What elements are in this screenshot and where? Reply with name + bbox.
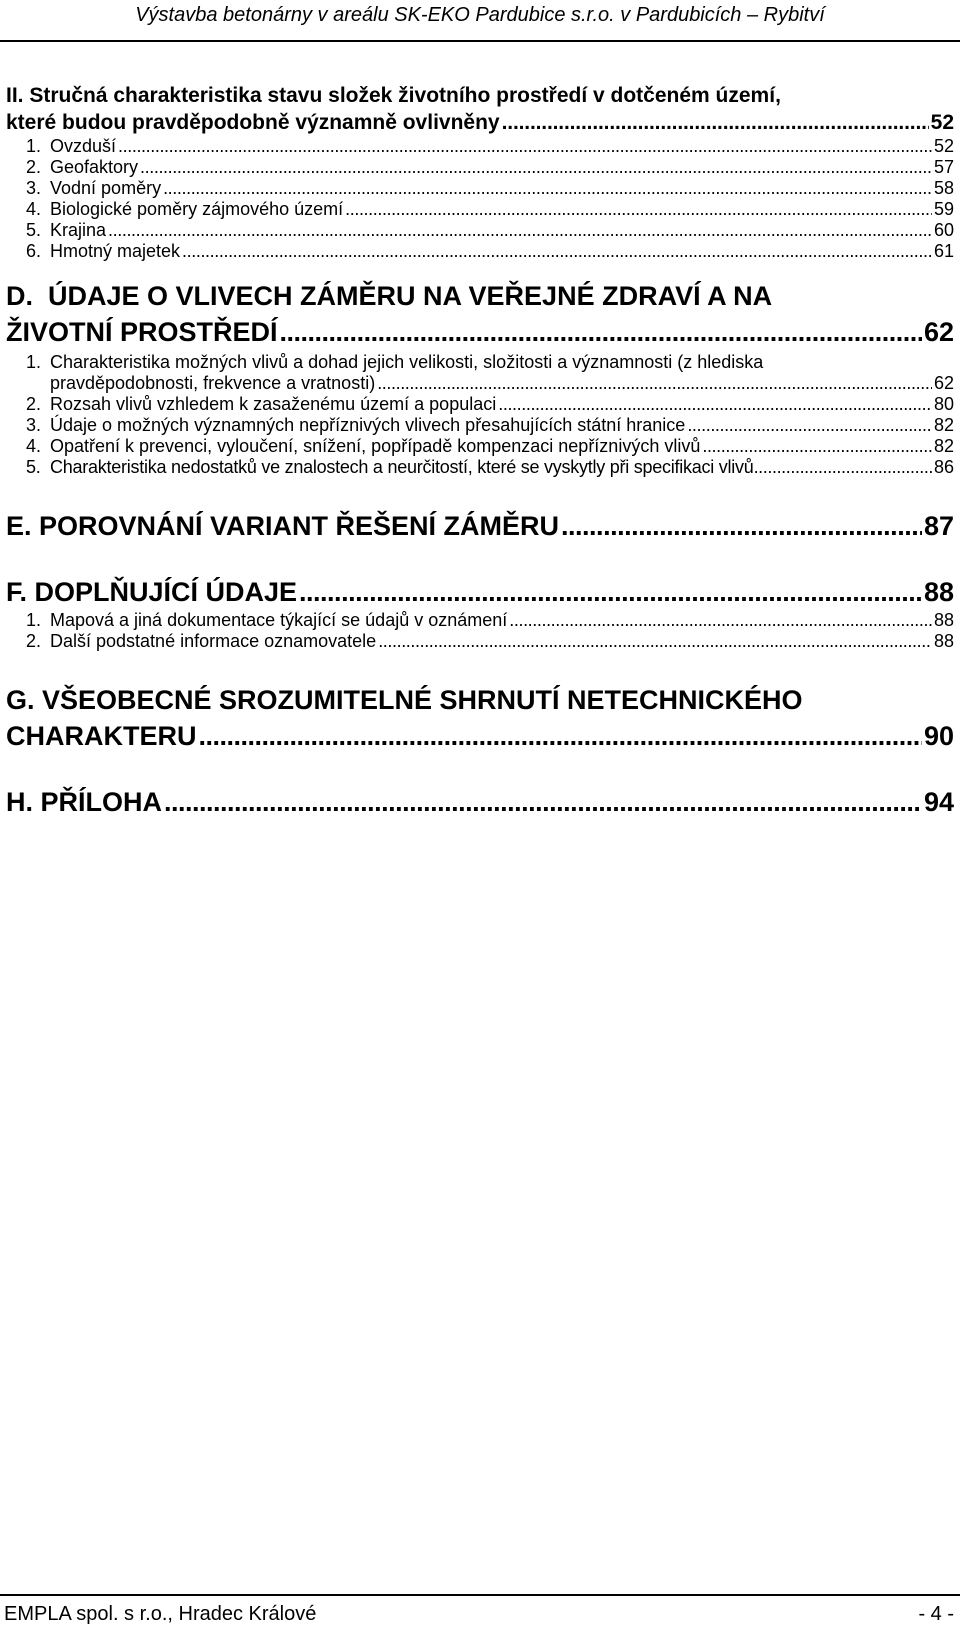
toc-page-number: 62 [923, 317, 954, 347]
toc-page-number: 86 [933, 457, 954, 477]
toc-item-label: Opatření k prevenci, vyloučení, snížení, popřípadě kompenzaci nepříznivých vlivů [50, 436, 701, 456]
toc-item-number: 6. [26, 241, 42, 261]
toc-page-number: 88 [923, 577, 954, 607]
dot-leader [378, 631, 932, 652]
dot-leader [164, 784, 922, 820]
toc-section-ii-line1: II. Stručná charakteristika stavu složek životního prostředí v dotčeném území, [6, 84, 781, 107]
dot-leader [299, 574, 922, 610]
toc-item-label-continued: pravděpodobnosti, frekvence a vratnosti) [50, 373, 376, 393]
toc-section-g-line2: CHARAKTERU [6, 721, 197, 751]
toc-item-number: 2. [26, 631, 42, 651]
toc-page-number: 52 [930, 111, 954, 134]
toc-item-label: Krajina [50, 220, 107, 240]
toc-item-label: Ovzduší [50, 136, 117, 156]
toc-item-number: 4. [26, 199, 42, 219]
footer-company: EMPLA spol. s r.o., Hradec Králové [4, 1603, 317, 1625]
page-header [0, 0, 960, 42]
toc-section-d-line1: D. ÚDAJE O VLIVECH ZÁMĚRU NA VEŘEJNÉ ZDRAVÍ A NA [6, 281, 773, 311]
dot-leader [182, 241, 932, 262]
dot-leader [702, 436, 932, 457]
toc-item-label: Charakteristika možných vlivů a dohad jejich velikosti, složitosti a významnosti (z hlediska [50, 352, 764, 372]
dot-leader [509, 610, 932, 631]
header-title: Výstavba betonárny v areálu SK-EKO Pardubice s.r.o. v Pardubicích – Rybitví [135, 4, 825, 26]
toc-item-udaje-statni-hranice[interactable] [6, 415, 954, 436]
toc-item-number: 5. [26, 220, 42, 240]
toc-item-label: Další podstatné informace oznamovatele [50, 631, 377, 651]
dot-leader [140, 157, 932, 178]
toc-item-dalsi-informace[interactable] [6, 631, 954, 652]
toc-item-label: Charakteristika nedostatků ve znalostech a neurčitostí, které se vyskytly při specifikaci vlivů [50, 457, 754, 477]
toc-page-number: 58 [933, 178, 954, 198]
toc-page-number: 80 [933, 394, 954, 414]
toc-section-d[interactable] [6, 278, 954, 350]
toc-page-number: 88 [933, 610, 954, 630]
toc-item-opatreni[interactable] [6, 436, 954, 457]
toc-item-number: 3. [26, 178, 42, 198]
toc-item-label: Geofaktory [50, 157, 139, 177]
toc-page-number: 87 [923, 511, 954, 541]
toc-page-number: 57 [933, 157, 954, 177]
toc-page-number: 61 [933, 241, 954, 261]
dot-leader [199, 718, 922, 754]
toc-page-number: 88 [933, 631, 954, 651]
toc-page-number: 94 [923, 787, 954, 817]
table-of-contents [6, 82, 954, 820]
toc-item-nedostatky[interactable] [6, 457, 954, 478]
dot-leader [108, 220, 932, 241]
dot-leader [377, 373, 932, 394]
toc-section-e[interactable] [6, 508, 954, 544]
toc-item-number: 2. [26, 157, 42, 177]
toc-section-h[interactable] [6, 784, 954, 820]
toc-item-label: Hmotný majetek [50, 241, 181, 261]
toc-page-number: 82 [933, 436, 954, 456]
toc-item-label: Biologické poměry zájmového území [50, 199, 344, 219]
toc-page-number: 82 [933, 415, 954, 435]
toc-item-geofaktory[interactable] [6, 157, 954, 178]
toc-item-number: 1. [26, 610, 42, 630]
toc-section-g-line1: G. VŠEOBECNÉ SROZUMITELNÉ SHRNUTÍ NETECHNICKÉHO [6, 685, 803, 715]
dot-leader [118, 136, 932, 157]
toc-section-label: E. POROVNÁNÍ VARIANT ŘEŠENÍ ZÁMĚRU [6, 511, 560, 541]
toc-item-label: Údaje o možných významných nepříznivých vlivech přesahujících státní hranice [50, 415, 686, 435]
dot-leader [498, 394, 932, 415]
toc-item-number: 4. [26, 436, 42, 456]
toc-page-number: 90 [923, 721, 954, 751]
toc-item-number: 5. [26, 457, 41, 477]
toc-item-label: Rozsah vlivů vzhledem k zasaženému území a populaci [50, 394, 497, 414]
toc-page-number: 52 [933, 136, 954, 156]
toc-item-rozsah-vlivu[interactable] [6, 394, 954, 415]
toc-item-label: Mapová a jiná dokumentace týkající se údajů v oznámení [50, 610, 508, 630]
toc-page-number: 60 [933, 220, 954, 240]
toc-section-d-line2: ŽIVOTNÍ PROSTŘEDÍ [6, 317, 278, 347]
toc-section-g[interactable] [6, 682, 954, 754]
toc-section-label: F. DOPLŇUJÍCÍ ÚDAJE [6, 577, 298, 607]
footer-page-number: - 4 - [918, 1603, 954, 1625]
dot-leader [502, 109, 929, 136]
toc-item-mapova-dokumentace[interactable] [6, 610, 954, 631]
toc-item-number: 1. [26, 352, 42, 372]
dot-leader [561, 508, 922, 544]
toc-section-ii-line2: které budou pravděpodobně významně ovlivněny [6, 111, 500, 134]
toc-section-label: H. PŘÍLOHA [6, 787, 163, 817]
toc-item-vodni-pomery[interactable] [6, 178, 954, 199]
page-footer [0, 1594, 960, 1633]
toc-item-number: 3. [26, 415, 42, 435]
dot-leader [687, 415, 932, 436]
toc-item-number: 2. [26, 394, 42, 414]
toc-section-ii[interactable] [6, 82, 954, 136]
toc-page-number: 62 [933, 373, 954, 393]
dot-leader [163, 178, 932, 199]
dot-leader [345, 199, 932, 220]
toc-item-ovzdusi[interactable] [6, 136, 954, 157]
toc-section-f[interactable] [6, 574, 954, 610]
toc-page-number: 59 [933, 199, 954, 219]
toc-item-krajina[interactable] [6, 220, 954, 241]
toc-item-number: 1. [26, 136, 42, 156]
toc-item-charakteristika-vlivu[interactable] [6, 352, 954, 394]
toc-item-hmotny-majetek[interactable] [6, 241, 954, 262]
toc-item-biologicke-pomery[interactable] [6, 199, 954, 220]
dot-leader [280, 314, 922, 350]
dot-leader [754, 457, 934, 478]
toc-item-label: Vodní poměry [50, 178, 162, 198]
